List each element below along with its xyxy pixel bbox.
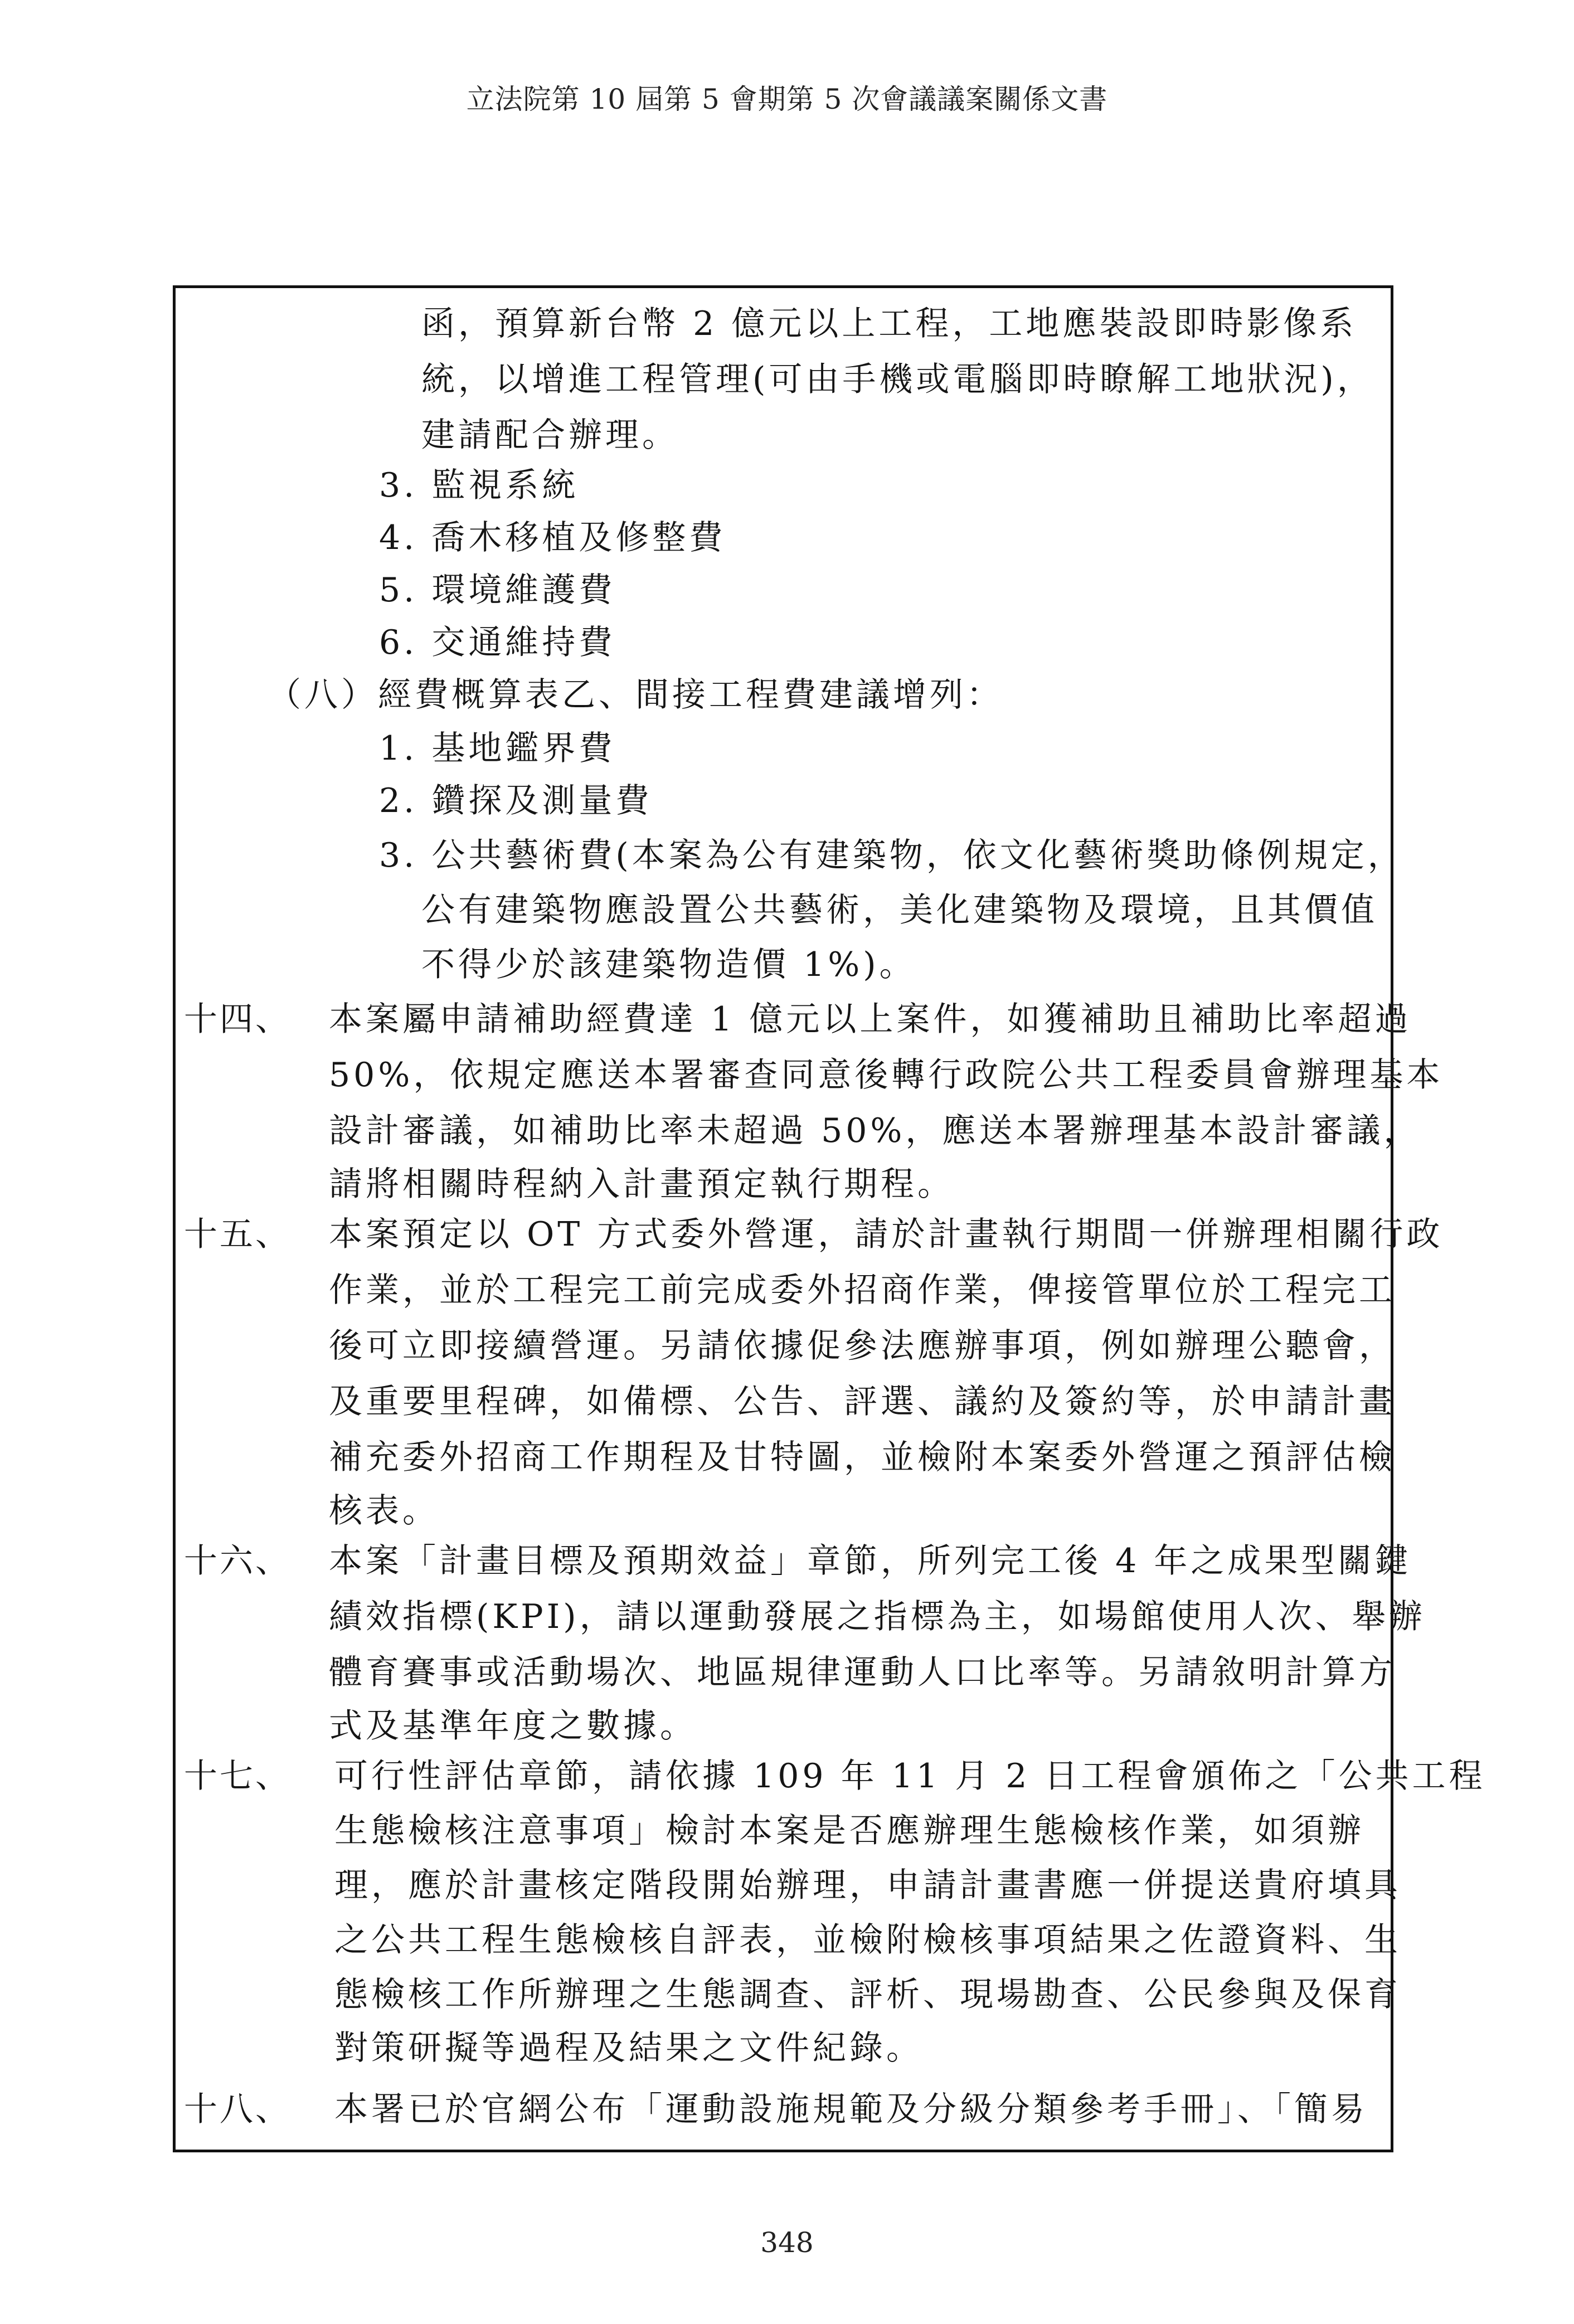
point-marker: 十四、 [184, 1000, 291, 1039]
body-line: 設計審議，如補助比率未超過 50%，應送本署辦理基本設計審議， [329, 1111, 1421, 1150]
body-line: 建請配合辦理。 [421, 416, 679, 455]
body-line: 統，以增進工程管理(可由手機或電腦即時瞭解工地狀況)， [421, 360, 1374, 399]
body-line: 後可立即接續營運。另請依據促參法應辦事項，例如辦理公聽會， [329, 1326, 1396, 1365]
body-line: 及重要里程碑，如備標、公告、評選、議約及簽約等，於申請計畫 [329, 1382, 1396, 1421]
body-line: 本署已於官網公布「運動設施規範及分級分類參考手冊」、「簡易 [334, 2090, 1368, 2129]
body-line: 公有建築物應設置公共藝術，美化建築物及環境，且其價值 [421, 891, 1378, 930]
point-marker: 十五、 [184, 1215, 291, 1254]
body-line: 請將相關時程納入計畫預定執行期程。 [329, 1165, 954, 1204]
list-item: 2. 鑽探及測量費 [379, 781, 653, 820]
list-item: 4. 喬木移植及修整費 [379, 518, 726, 557]
body-line: 態檢核工作所辦理之生態調查、評析、現場勘查、公民參與及保育 [334, 1975, 1401, 2014]
body-line: 可行性評估章節，請依據 109 年 11 月 2 日工程會頒佈之「公共工程 [334, 1757, 1486, 1796]
body-line: 核表。 [329, 1491, 439, 1530]
body-line: 對策研擬等過程及結果之文件紀錄。 [334, 2029, 923, 2068]
body-line: 50%，依規定應送本署審查同意後轉行政院公共工程委員會辦理基本 [329, 1056, 1444, 1095]
document-header: 立法院第 10 屆第 5 會期第 5 次會議議案關係文書 [466, 83, 1108, 115]
point-marker: 十七、 [184, 1757, 291, 1796]
list-item: 5. 環境維護費 [379, 571, 616, 610]
page-number: 348 [760, 2226, 814, 2259]
body-line: 式及基準年度之數據。 [329, 1706, 697, 1746]
body-line: 理，應於計畫核定階段開始辦理，申請計畫書應一併提送貴府填具 [334, 1866, 1401, 1905]
point-marker: 十六、 [184, 1542, 291, 1581]
body-line: 作業，並於工程完工前完成委外招商作業，俾接管單位於工程完工 [329, 1271, 1396, 1310]
list-item: 6. 交通維持費 [379, 623, 616, 662]
section-heading: （八）經費概算表乙、間接工程費建議增列： [268, 675, 1003, 714]
body-line: 本案「計畫目標及預期效益」章節，所列完工後 4 年之成果型關鍵 [329, 1542, 1412, 1581]
list-item: 1. 基地鑑界費 [379, 729, 616, 768]
body-line: 函，預算新台幣 2 億元以上工程，工地應裝設即時影像系 [421, 304, 1357, 343]
body-line: 績效指標(KPI)，請以運動發展之指標為主，如場館使用人次、舉辦 [329, 1597, 1426, 1636]
body-line: 不得少於該建築物造價 1%)。 [421, 945, 916, 984]
list-item: 3. 公共藝術費(本案為公有建築物，依文化藝術獎助條例規定， [379, 836, 1405, 875]
body-line: 補充委外招商工作期程及甘特圖，並檢附本案委外營運之預評估檢 [329, 1438, 1396, 1477]
body-line: 之公共工程生態檢核自評表，並檢附檢核事項結果之佐證資料、生 [334, 1921, 1401, 1960]
point-marker: 十八、 [184, 2090, 291, 2129]
body-line: 本案屬申請補助經費達 1 億元以上案件，如獲補助且補助比率超過 [329, 1000, 1412, 1039]
list-item: 3. 監視系統 [379, 466, 579, 505]
body-line: 生態檢核注意事項」檢討本案是否應辦理生態檢核作業，如須辦 [334, 1811, 1364, 1850]
body-line: 體育賽事或活動場次、地區規律運動人口比率等。另請敘明計算方 [329, 1653, 1396, 1692]
body-line: 本案預定以 OT 方式委外營運，請於計畫執行期間一併辦理相關行政 [329, 1215, 1444, 1254]
